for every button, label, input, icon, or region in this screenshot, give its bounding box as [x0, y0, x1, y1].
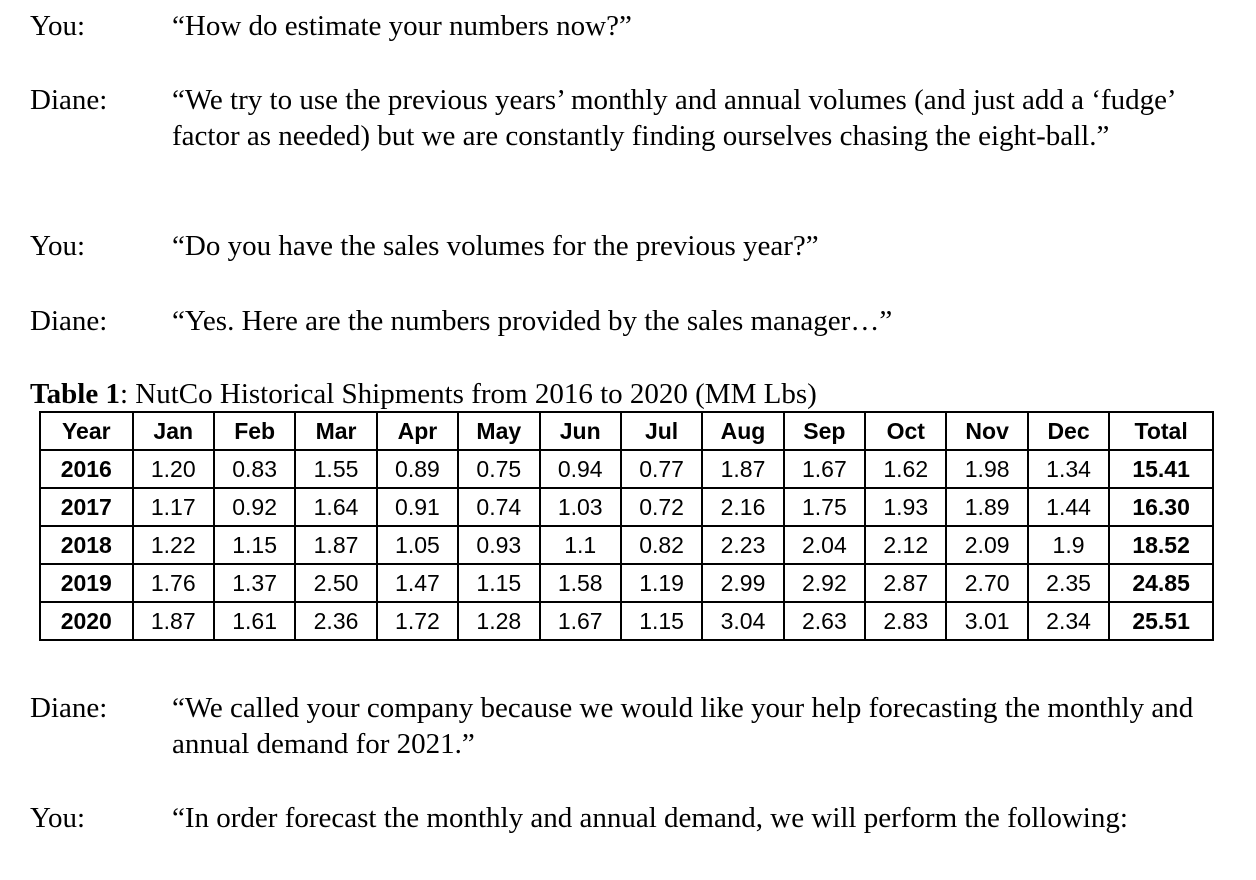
month-value-cell: 2.34 — [1028, 602, 1109, 640]
table-row — [40, 564, 1213, 602]
month-value-cell: 0.83 — [214, 450, 295, 488]
speaker-label: Diane: — [30, 305, 108, 337]
total-cell: 25.51 — [1109, 602, 1213, 640]
dialogue-text: “Yes. Here are the numbers provided by the sales manager…” — [172, 305, 893, 337]
year-cell: 2017 — [40, 488, 133, 526]
month-value-cell: 2.04 — [784, 526, 865, 564]
month-value-cell: 1.64 — [295, 488, 376, 526]
table-caption-text: : NutCo Historical Shipments from 2016 to 2020 (MM Lbs) — [120, 378, 817, 410]
month-value-cell: 2.92 — [784, 564, 865, 602]
year-cell: 2016 — [40, 450, 133, 488]
speaker-label: You: — [30, 802, 86, 834]
column-header: Nov — [946, 412, 1027, 450]
column-header: Sep — [784, 412, 865, 450]
month-value-cell: 2.83 — [865, 602, 946, 640]
column-header: Dec — [1028, 412, 1109, 450]
speaker-label: Diane: — [30, 692, 108, 724]
month-value-cell: 0.72 — [621, 488, 702, 526]
month-value-cell: 1.47 — [377, 564, 458, 602]
month-value-cell: 0.92 — [214, 488, 295, 526]
month-value-cell: 2.09 — [946, 526, 1027, 564]
column-header: Jan — [133, 412, 214, 450]
speaker-label: Diane: — [30, 84, 108, 116]
month-value-cell: 0.74 — [458, 488, 539, 526]
month-value-cell: 1.19 — [621, 564, 702, 602]
month-value-cell: 1.17 — [133, 488, 214, 526]
month-value-cell: 1.67 — [784, 450, 865, 488]
month-value-cell: 0.91 — [377, 488, 458, 526]
month-value-cell: 1.15 — [214, 526, 295, 564]
table-row — [40, 602, 1213, 640]
dialogue-text: “Do you have the sales volumes for the previous year?” — [172, 230, 819, 262]
month-value-cell: 1.67 — [540, 602, 621, 640]
table-header-row — [40, 412, 1213, 450]
month-value-cell: 0.82 — [621, 526, 702, 564]
dialogue-text: “We try to use the previous years’ monthly and annual volumes (and just add a ‘fudge’ factor as needed) but we are constantly finding ourselves chasing the eight-ball.” — [172, 84, 1175, 152]
month-value-cell: 1.28 — [458, 602, 539, 640]
table-caption-label: Table 1 — [30, 378, 120, 410]
month-value-cell: 2.50 — [295, 564, 376, 602]
table-body — [40, 450, 1213, 640]
column-header: Year — [40, 412, 133, 450]
month-value-cell: 2.36 — [295, 602, 376, 640]
month-value-cell: 1.03 — [540, 488, 621, 526]
dialogue-text: “How do estimate your numbers now?” — [172, 10, 632, 42]
year-cell: 2018 — [40, 526, 133, 564]
month-value-cell: 1.87 — [295, 526, 376, 564]
month-value-cell: 1.05 — [377, 526, 458, 564]
column-header: Jul — [621, 412, 702, 450]
shipments-table — [39, 411, 1214, 641]
month-value-cell: 1.37 — [214, 564, 295, 602]
month-value-cell: 0.93 — [458, 526, 539, 564]
column-header: Mar — [295, 412, 376, 450]
month-value-cell: 1.72 — [377, 602, 458, 640]
month-value-cell: 1.9 — [1028, 526, 1109, 564]
table-row — [40, 450, 1213, 488]
month-value-cell: 1.44 — [1028, 488, 1109, 526]
table-caption — [30, 376, 817, 412]
column-header: May — [458, 412, 539, 450]
month-value-cell: 1.87 — [133, 602, 214, 640]
column-header: Feb — [214, 412, 295, 450]
table-row — [40, 488, 1213, 526]
month-value-cell: 1.55 — [295, 450, 376, 488]
column-header: Oct — [865, 412, 946, 450]
month-value-cell: 2.16 — [702, 488, 783, 526]
month-value-cell: 1.15 — [458, 564, 539, 602]
month-value-cell: 2.35 — [1028, 564, 1109, 602]
month-value-cell: 0.94 — [540, 450, 621, 488]
month-value-cell: 1.87 — [702, 450, 783, 488]
total-cell: 15.41 — [1109, 450, 1213, 488]
month-value-cell: 1.62 — [865, 450, 946, 488]
total-cell: 18.52 — [1109, 526, 1213, 564]
year-cell: 2019 — [40, 564, 133, 602]
total-cell: 24.85 — [1109, 564, 1213, 602]
month-value-cell: 2.99 — [702, 564, 783, 602]
month-value-cell: 0.89 — [377, 450, 458, 488]
total-cell: 16.30 — [1109, 488, 1213, 526]
speaker-label: You: — [30, 230, 86, 262]
month-value-cell: 2.12 — [865, 526, 946, 564]
speaker-label: You: — [30, 10, 86, 42]
month-value-cell: 2.87 — [865, 564, 946, 602]
month-value-cell: 1.1 — [540, 526, 621, 564]
dialogue-text: “We called your company because we would like your help forecasting the monthly and annual demand for 2021.” — [172, 692, 1194, 760]
month-value-cell: 1.61 — [214, 602, 295, 640]
dialogue-text: “In order forecast the monthly and annual demand, we will perform the following: — [172, 802, 1128, 834]
month-value-cell: 1.76 — [133, 564, 214, 602]
month-value-cell: 2.63 — [784, 602, 865, 640]
month-value-cell: 1.93 — [865, 488, 946, 526]
month-value-cell: 1.20 — [133, 450, 214, 488]
month-value-cell: 3.01 — [946, 602, 1027, 640]
month-value-cell: 2.70 — [946, 564, 1027, 602]
month-value-cell: 1.15 — [621, 602, 702, 640]
column-header: Jun — [540, 412, 621, 450]
table-row — [40, 526, 1213, 564]
month-value-cell: 1.75 — [784, 488, 865, 526]
year-cell: 2020 — [40, 602, 133, 640]
column-header: Aug — [702, 412, 783, 450]
month-value-cell: 3.04 — [702, 602, 783, 640]
month-value-cell: 2.23 — [702, 526, 783, 564]
month-value-cell: 0.77 — [621, 450, 702, 488]
column-header: Total — [1109, 412, 1213, 450]
month-value-cell: 1.89 — [946, 488, 1027, 526]
month-value-cell: 1.58 — [540, 564, 621, 602]
month-value-cell: 1.22 — [133, 526, 214, 564]
column-header: Apr — [377, 412, 458, 450]
month-value-cell: 1.98 — [946, 450, 1027, 488]
month-value-cell: 1.34 — [1028, 450, 1109, 488]
month-value-cell: 0.75 — [458, 450, 539, 488]
